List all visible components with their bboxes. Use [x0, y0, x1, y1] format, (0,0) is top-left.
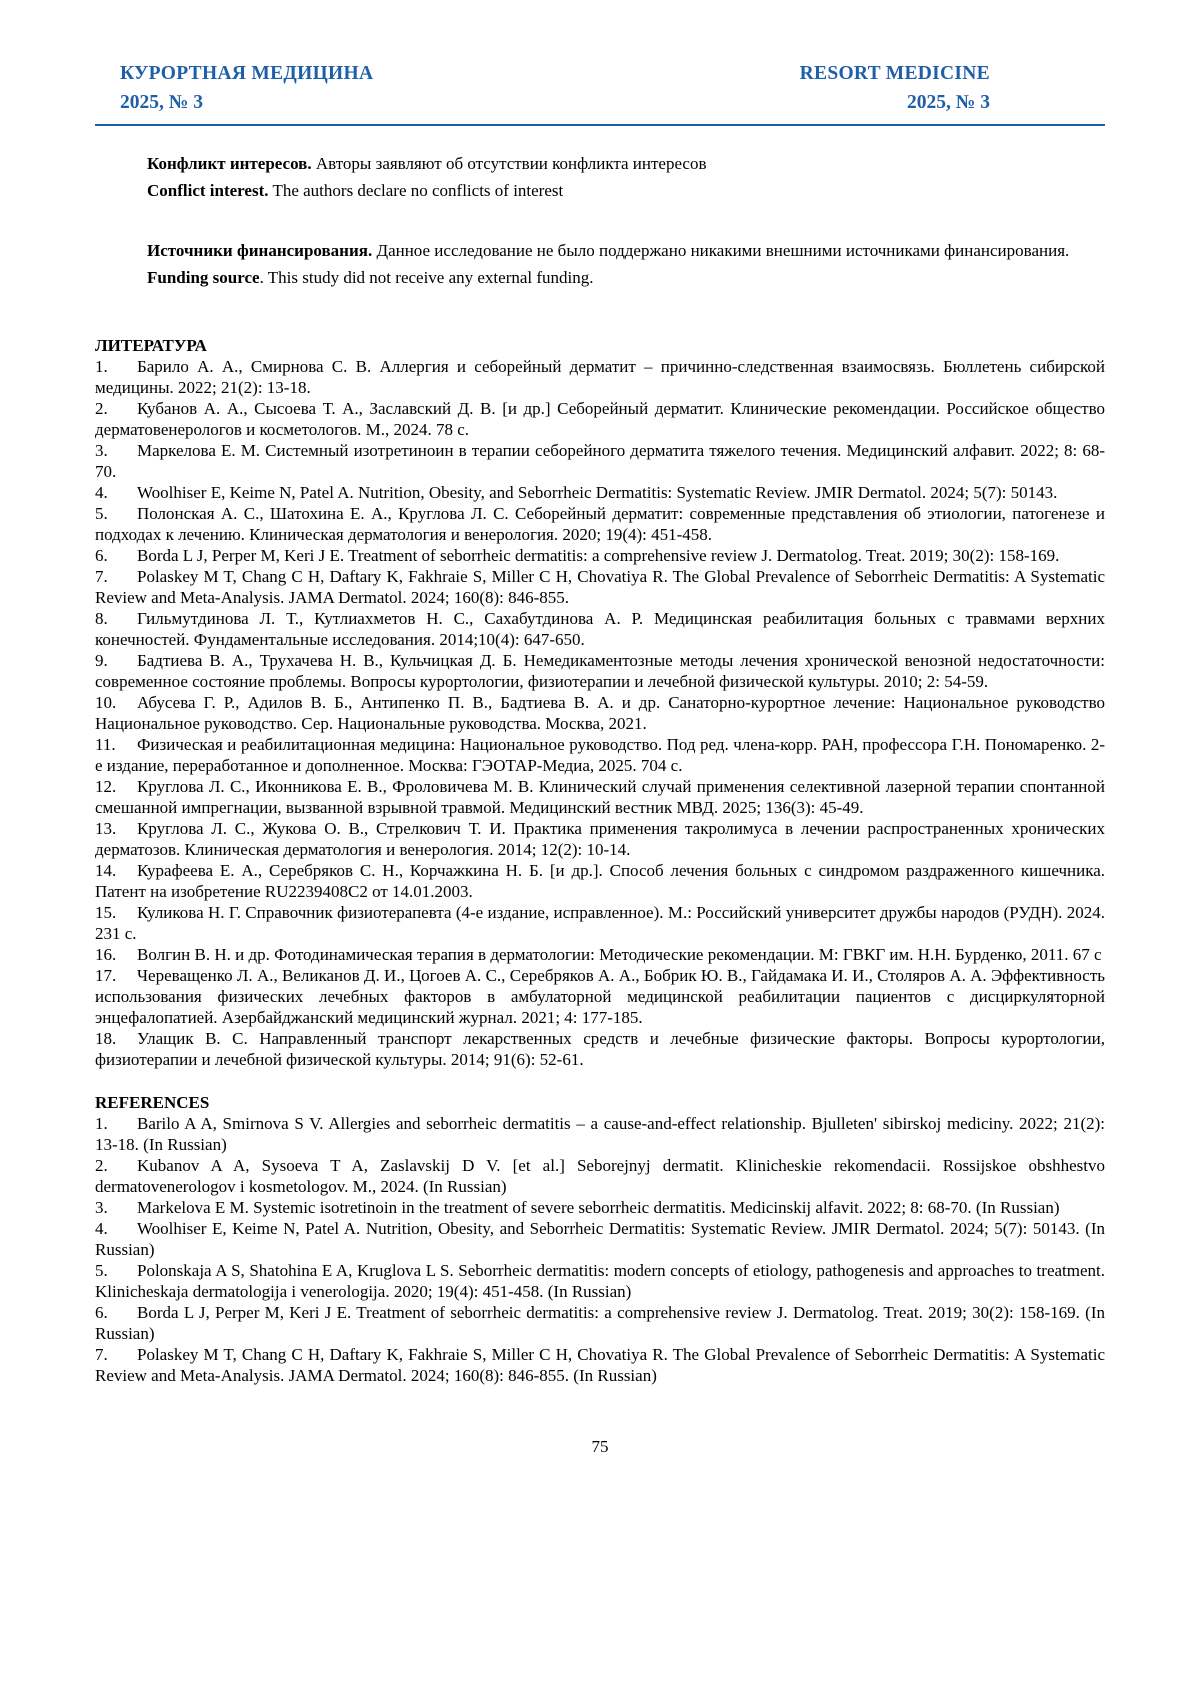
conflict-label-en: Conflict interest.: [147, 181, 269, 200]
literature-item: [95, 503, 1105, 545]
literature-item: [95, 818, 1105, 860]
reference-text: Polonskaja A S, Shatohina E A, Kruglova L S. Seborrheic dermatitis: modern concepts of etiology, pathogenesis and approaches to treatment. Klinicheskaja dermatologija i venerologija. 2020; 19(4): 451-458. (In Russian): [95, 1261, 1105, 1301]
literature-item: [95, 608, 1105, 650]
references-heading: REFERENCES: [95, 1093, 210, 1112]
literature-item: [95, 545, 1105, 566]
literature-item: [95, 734, 1105, 776]
references-item: [95, 1197, 1105, 1218]
literature-item: [95, 1028, 1105, 1070]
literature-item: [95, 902, 1105, 944]
reference-text: Круглова Л. С., Иконникова Е. В., Фроловичева М. В. Клинический случай применения селективной лазерной терапии спонтанной смешанной импрегнации, вызванной взрывной травмой. Медицинский вестник МВД. 2025; 136(3): 45-49.: [95, 777, 1105, 817]
reference-number: 9.: [95, 651, 108, 670]
reference-number: 14.: [95, 861, 117, 880]
literature-section: [95, 335, 1105, 1070]
reference-text: Физическая и реабилитационная медицина: Национальное руководство. Под ред. члена-корр. РАН, профессора Г.Н. Пономаренко. 2-е издание, переработанное и дополненное. Москва: ГЭОТАР-Медиа, 2025. 704 с.: [95, 735, 1105, 775]
header-divider: [95, 124, 1105, 126]
literature-item: [95, 482, 1105, 503]
references-item: [95, 1302, 1105, 1344]
reference-number: 6.: [95, 546, 108, 565]
literature-item: [95, 356, 1105, 398]
literature-list: [95, 356, 1105, 1070]
header-right-column: [800, 62, 990, 115]
reference-number: 18.: [95, 1029, 117, 1048]
reference-text: Курафеева Е. А., Серебряков С. Н., Корчажкина Н. Б. [и др.]. Способ лечения больных с синдромом раздраженного кишечника. Патент на изобретение RU2239408C2 от 14.01.2003.: [95, 861, 1105, 901]
reference-number: 5.: [95, 504, 108, 523]
reference-text: Гильмутдинова Л. Т., Кутлиахметов Н. С., Сахабутдинова А. Р. Медицинская реабилитация больных с травмами верхних конечностей. Фундаментальные исследования. 2014;10(4): 647-650.: [95, 609, 1105, 649]
conflict-of-interest-block: [95, 150, 1105, 204]
reference-text: Улащик В. С. Направленный транспорт лекарственных средств и лечебные физические факторы. Вопросы курортологии, физиотерапии и лечебной физической культуры. 2014; 91(6): 52-61.: [95, 1029, 1105, 1069]
funding-text-ru: Данное исследование не было поддержано никакими внешними источниками финансирования.: [376, 241, 1070, 260]
literature-item: [95, 650, 1105, 692]
literature-item: [95, 398, 1105, 440]
reference-text: Woolhiser E, Keime N, Patel A. Nutrition, Obesity, and Seborrheic Dermatitis: Systematic Review. JMIR Dermatol. 2024; 5(7): 50143. (In Russian): [95, 1219, 1105, 1259]
literature-item: [95, 860, 1105, 902]
reference-number: 1.: [95, 357, 108, 376]
reference-number: 17.: [95, 966, 117, 985]
reference-text: Абусева Г. Р., Адилов В. Б., Антипенко П. В., Бадтиева В. А. и др. Санаторно-курортное лечение: Национальное руководство Национальное руководство. Сер. Национальные руководства. Москва, 2021.: [95, 693, 1105, 733]
literature-item: [95, 692, 1105, 734]
page-header: [95, 62, 1105, 115]
reference-number: 4.: [95, 483, 108, 502]
reference-number: 3.: [95, 1198, 108, 1217]
reference-text: Череващенко Л. А., Великанов Д. И., Цогоев А. С., Серебряков А. А., Бобрик Ю. В., Гайдамака И. И., Столяров А. А. Эффективность использования физических лечебных факторов в амбулаторной медицинской реабилитации пациентов с дисциркуляторной энцефалопатией. Азербайджанский медицинский журнал. 2021; 4: 177-185.: [95, 966, 1105, 1027]
reference-text: Polaskey M T, Chang C H, Daftary K, Fakhraie S, Miller C H, Chovatiya R. The Global Prevalence of Seborrheic Dermatitis: A Systematic Review and Meta-Analysis. JAMA Dermatol. 2024; 160(8): 846-855. (In Russian): [95, 1345, 1105, 1385]
reference-number: 1.: [95, 1114, 108, 1133]
conflict-text-en: The authors declare no conflicts of interest: [272, 181, 564, 200]
reference-text: Borda L J, Perper M, Keri J E. Treatment of seborrheic dermatitis: a comprehensive review J. Dermatolog. Treat. 2019; 30(2): 158-169.: [137, 546, 1060, 565]
header-left-column: [120, 62, 373, 115]
reference-number: 2.: [95, 1156, 108, 1175]
reference-text: Markelova E M. Systemic isotretinoin in the treatment of severe seborrheic dermatitis. Medicinskij alfavit. 2022; 8: 68-70. (In Russian): [137, 1198, 1060, 1217]
reference-text: Barilo A A, Smirnova S V. Allergies and seborrheic dermatitis – a cause-and-effect relationship. Bjulleten' sibirskoj mediciny. 2022; 21(2): 13-18. (In Russian): [95, 1114, 1105, 1154]
reference-number: 2.: [95, 399, 108, 418]
reference-text: Polaskey M T, Chang C H, Daftary K, Fakhraie S, Miller C H, Chovatiya R. The Global Prevalence of Seborrheic Dermatitis: A Systematic Review and Meta-Analysis. JAMA Dermatol. 2024; 160(8): 846-855.: [95, 567, 1105, 607]
page-number: 75: [591, 1437, 609, 1456]
references-list: [95, 1113, 1105, 1386]
reference-number: 7.: [95, 567, 108, 586]
reference-number: 12.: [95, 777, 117, 796]
journal-title-ru: КУРОРТНАЯ МЕДИЦИНА: [120, 63, 374, 84]
reference-number: 6.: [95, 1303, 108, 1322]
funding-statement-ru: [95, 237, 1105, 264]
funding-label-ru: Источники финансирования.: [147, 241, 373, 260]
references-item: [95, 1344, 1105, 1386]
reference-text: Маркелова Е. М. Системный изотретиноин в терапии себорейного дерматита тяжелого течения. Медицинский алфавит. 2022; 8: 68-70.: [95, 441, 1105, 481]
reference-text: Borda L J, Perper M, Keri J E. Treatment of seborrheic dermatitis: a comprehensive review J. Dermatolog. Treat. 2019; 30(2): 158-169. (In Russian): [95, 1303, 1105, 1343]
references-item: [95, 1113, 1105, 1155]
conflict-text-ru: Авторы заявляют об отсутствии конфликта интересов: [315, 154, 707, 173]
funding-label-en: Funding source: [147, 268, 260, 287]
reference-number: 5.: [95, 1261, 108, 1280]
reference-number: 8.: [95, 609, 108, 628]
reference-text: Полонская А. С., Шатохина Е. А., Круглова Л. С. Себорейный дерматит: современные представления об этиологии, патогенезе и подходах к лечению. Клиническая дерматология и венерология. 2020; 19(4): 451-458.: [95, 504, 1105, 544]
reference-text: Круглова Л. С., Жукова О. В., Стрелкович Т. И. Практика применения такролимуса в лечении распространенных хронических дерматозов. Клиническая дерматология и венерология. 2014; 12(2): 10-14.: [95, 819, 1105, 859]
references-item: [95, 1155, 1105, 1197]
literature-heading: ЛИТЕРАТУРА: [95, 336, 207, 355]
reference-number: 16.: [95, 945, 117, 964]
reference-text: Kubanov A A, Sysoeva T A, Zaslavskij D V. [et al.] Seborejnyj dermatit. Klinicheskie rekomendacii. Rossijskoe obshhestvo dermatovenerologov i kosmetologov. M., 2024. (In Russian): [95, 1156, 1105, 1196]
funding-statement-en: [95, 264, 1105, 291]
reference-number: 4.: [95, 1219, 108, 1238]
funding-block: [95, 237, 1105, 291]
conflict-statement-en: [95, 177, 1105, 204]
reference-number: 10.: [95, 693, 117, 712]
references-item: [95, 1218, 1105, 1260]
references-item: [95, 1260, 1105, 1302]
journal-title-en: RESORT MEDICINE: [799, 63, 990, 84]
reference-number: 3.: [95, 441, 108, 460]
reference-number: 7.: [95, 1345, 108, 1364]
journal-issue-en: 2025, № 3: [907, 92, 990, 113]
literature-item: [95, 776, 1105, 818]
funding-text-en: . This study did not receive any external funding.: [259, 268, 594, 287]
conflict-label-ru: Конфликт интересов.: [147, 154, 312, 173]
reference-number: 11.: [95, 735, 116, 754]
reference-text: Куликова Н. Г. Справочник физиотерапевта (4-е издание, исправленное). М.: Российский университет дружбы народов (РУДН). 2024. 231 с.: [95, 903, 1105, 943]
journal-issue-ru: 2025, № 3: [120, 92, 203, 113]
conflict-statement-ru: [95, 150, 1105, 177]
page-footer: [95, 1436, 1105, 1457]
reference-text: Woolhiser E, Keime N, Patel A. Nutrition, Obesity, and Seborrheic Dermatitis: Systematic Review. JMIR Dermatol. 2024; 5(7): 50143.: [137, 483, 1058, 502]
reference-text: Волгин В. Н. и др. Фотодинамическая терапия в дерматологии: Методические рекомендации. М: ГВКГ им. Н.Н. Бурденко, 2011. 67 с: [137, 945, 1102, 964]
reference-text: Барило А. А., Смирнова С. В. Аллергия и себорейный дерматит – причинно-следственная взаимосвязь. Бюллетень сибирской медицины. 2022; 21(2): 13-18.: [95, 357, 1105, 397]
literature-item: [95, 944, 1105, 965]
references-section: [95, 1092, 1105, 1386]
literature-item: [95, 566, 1105, 608]
reference-text: Кубанов А. А., Сысоева Т. А., Заславский Д. В. [и др.] Себорейный дерматит. Клинические рекомендации. Российское общество дерматовенерологов и косметологов. М., 2024. 78 с.: [95, 399, 1105, 439]
literature-item: [95, 440, 1105, 482]
reference-number: 15.: [95, 903, 117, 922]
reference-text: Бадтиева В. А., Трухачева Н. В., Кульчицкая Д. Б. Немедикаментозные методы лечения хронической венозной недостаточности: современное состояние проблемы. Вопросы курортологии, физиотерапии и лечебной физической культуры. 2010; 2: 54-59.: [95, 651, 1105, 691]
literature-item: [95, 965, 1105, 1028]
reference-number: 13.: [95, 819, 117, 838]
